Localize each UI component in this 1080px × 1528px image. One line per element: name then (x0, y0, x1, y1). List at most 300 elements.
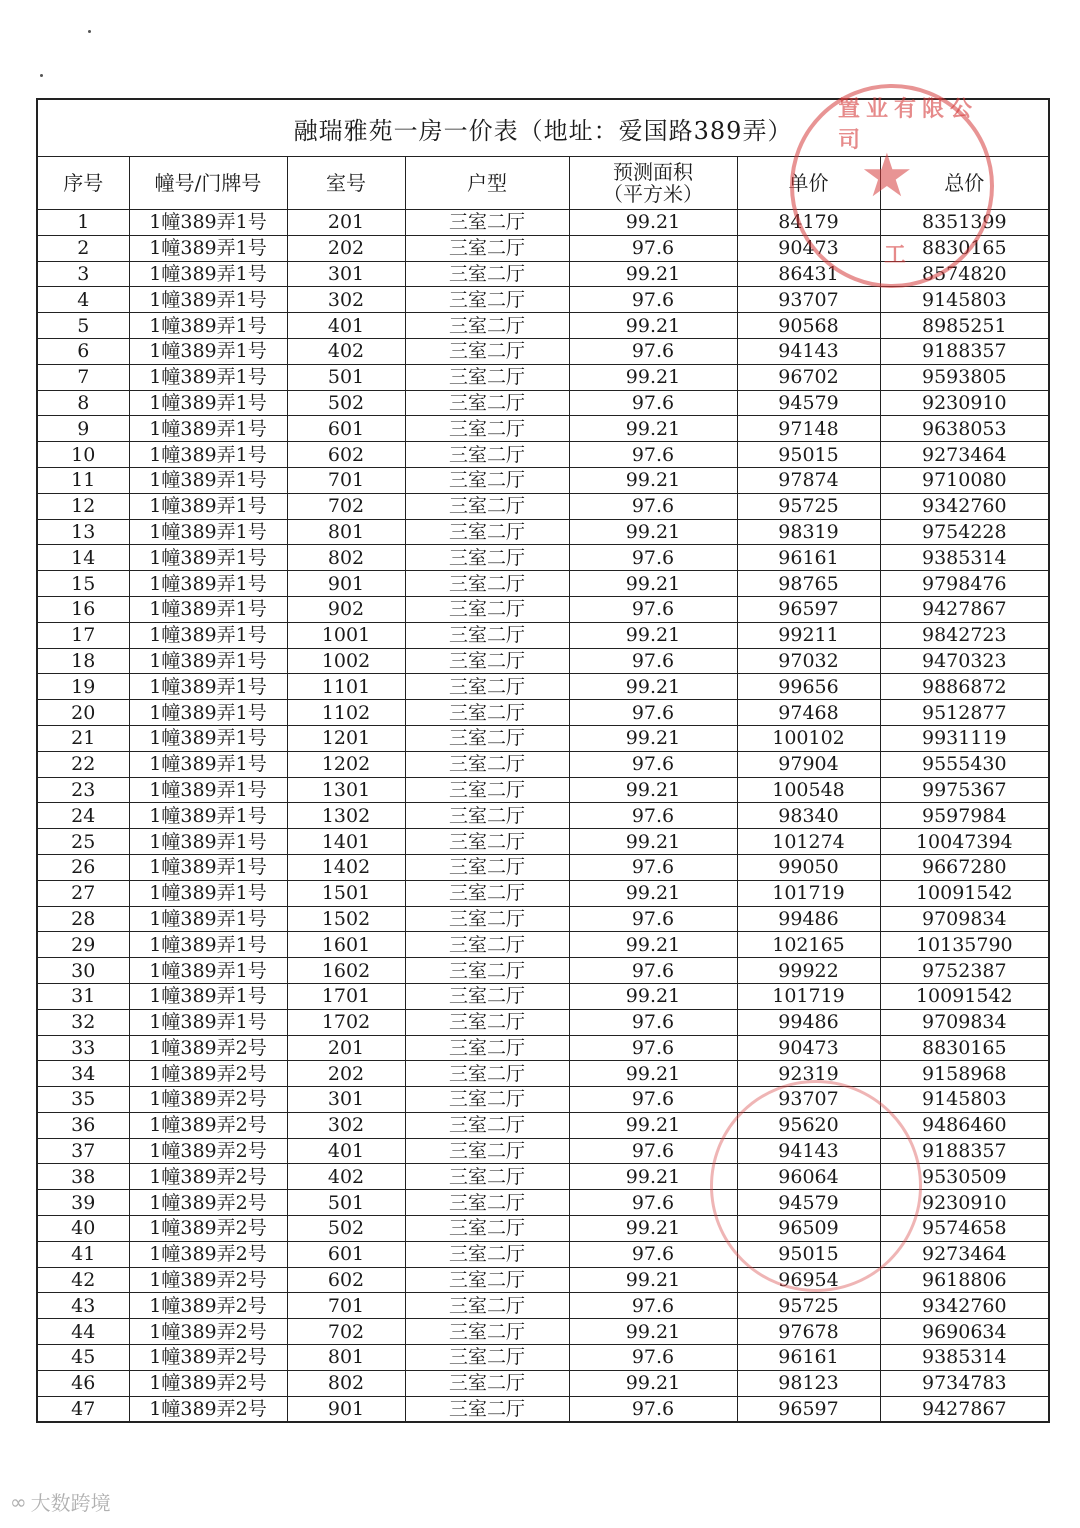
cell-building: 1幢389弄2号 (129, 1345, 287, 1371)
cell-room: 1101 (287, 674, 405, 700)
cell-room: 902 (287, 596, 405, 622)
cell-building: 1幢389弄1号 (129, 235, 287, 261)
cell-building: 1幢389弄1号 (129, 932, 287, 958)
cell-room: 1601 (287, 932, 405, 958)
header-area-line2: （平方米） (603, 182, 703, 206)
cell-layout: 三室二厅 (405, 829, 569, 855)
table-row (37, 364, 1049, 390)
cell-building: 1幢389弄2号 (129, 1396, 287, 1422)
cell-total-price: 8351399 (880, 210, 1049, 236)
table-row (37, 1035, 1049, 1061)
cell-unit-price: 96161 (737, 545, 880, 571)
cell-index: 44 (37, 1319, 129, 1345)
cell-unit-price: 94579 (737, 1190, 880, 1216)
cell-index: 39 (37, 1190, 129, 1216)
cell-index: 2 (37, 235, 129, 261)
cell-building: 1幢389弄1号 (129, 596, 287, 622)
cell-unit-price: 84179 (737, 210, 880, 236)
cell-index: 1 (37, 210, 129, 236)
cell-layout: 三室二厅 (405, 545, 569, 571)
cell-unit-price: 101719 (737, 983, 880, 1009)
header-index: 序号 (37, 157, 129, 210)
cell-area: 97.6 (569, 958, 737, 984)
cell-layout: 三室二厅 (405, 1319, 569, 1345)
cell-unit-price: 95725 (737, 493, 880, 519)
table-row (37, 442, 1049, 468)
cell-layout: 三室二厅 (405, 416, 569, 442)
cell-unit-price: 102165 (737, 932, 880, 958)
cell-area: 99.21 (569, 829, 737, 855)
cell-room: 1102 (287, 700, 405, 726)
cell-unit-price: 99486 (737, 1009, 880, 1035)
cell-index: 30 (37, 958, 129, 984)
table-row (37, 571, 1049, 597)
table-row (37, 1396, 1049, 1422)
cell-index: 43 (37, 1293, 129, 1319)
cell-area: 99.21 (569, 1370, 737, 1396)
cell-index: 29 (37, 932, 129, 958)
cell-total-price: 9709834 (880, 906, 1049, 932)
table-row (37, 700, 1049, 726)
cell-room: 502 (287, 390, 405, 416)
cell-building: 1幢389弄1号 (129, 983, 287, 1009)
cell-unit-price: 92319 (737, 1061, 880, 1087)
cell-index: 37 (37, 1138, 129, 1164)
cell-building: 1幢389弄2号 (129, 1241, 287, 1267)
cell-total-price: 9710080 (880, 467, 1049, 493)
cell-index: 14 (37, 545, 129, 571)
cell-total-price: 9188357 (880, 1138, 1049, 1164)
cell-total-price: 9385314 (880, 1345, 1049, 1371)
cell-layout: 三室二厅 (405, 854, 569, 880)
cell-total-price: 9597984 (880, 803, 1049, 829)
table-row (37, 803, 1049, 829)
cell-index: 40 (37, 1216, 129, 1242)
cell-total-price: 8830165 (880, 1035, 1049, 1061)
table-row (37, 235, 1049, 261)
cell-room: 602 (287, 442, 405, 468)
cell-index: 16 (37, 596, 129, 622)
cell-room: 901 (287, 1396, 405, 1422)
table-row (37, 416, 1049, 442)
cell-building: 1幢389弄2号 (129, 1138, 287, 1164)
cell-unit-price: 93707 (737, 1087, 880, 1113)
cell-index: 31 (37, 983, 129, 1009)
cell-room: 1201 (287, 725, 405, 751)
cell-layout: 三室二厅 (405, 932, 569, 958)
cell-index: 24 (37, 803, 129, 829)
cell-unit-price: 101719 (737, 880, 880, 906)
cell-unit-price: 95725 (737, 1293, 880, 1319)
cell-area: 97.6 (569, 1396, 737, 1422)
cell-area: 99.21 (569, 777, 737, 803)
cell-total-price: 9512877 (880, 700, 1049, 726)
cell-building: 1幢389弄2号 (129, 1190, 287, 1216)
cell-unit-price: 99656 (737, 674, 880, 700)
cell-total-price: 9754228 (880, 519, 1049, 545)
cell-total-price: 9931119 (880, 725, 1049, 751)
cell-unit-price: 100548 (737, 777, 880, 803)
seal-star-icon: ★ (860, 141, 914, 211)
cell-layout: 三室二厅 (405, 880, 569, 906)
cell-index: 12 (37, 493, 129, 519)
cell-layout: 三室二厅 (405, 725, 569, 751)
cell-index: 11 (37, 467, 129, 493)
cell-building: 1幢389弄1号 (129, 338, 287, 364)
cell-layout: 三室二厅 (405, 1216, 569, 1242)
table-row (37, 493, 1049, 519)
cell-room: 1202 (287, 751, 405, 777)
cell-unit-price: 98340 (737, 803, 880, 829)
cell-index: 7 (37, 364, 129, 390)
cell-building: 1幢389弄2号 (129, 1087, 287, 1113)
table-row (37, 1009, 1049, 1035)
cell-layout: 三室二厅 (405, 1396, 569, 1422)
cell-building: 1幢389弄1号 (129, 751, 287, 777)
table-row (37, 338, 1049, 364)
cell-room: 802 (287, 545, 405, 571)
cell-unit-price: 97874 (737, 467, 880, 493)
cell-room: 401 (287, 313, 405, 339)
cell-room: 301 (287, 261, 405, 287)
cell-layout: 三室二厅 (405, 983, 569, 1009)
table-row (37, 777, 1049, 803)
cell-layout: 三室二厅 (405, 596, 569, 622)
cell-unit-price: 97148 (737, 416, 880, 442)
cell-area: 97.6 (569, 1190, 737, 1216)
cell-total-price: 9690634 (880, 1319, 1049, 1345)
cell-building: 1幢389弄1号 (129, 390, 287, 416)
table-row (37, 313, 1049, 339)
cell-building: 1幢389弄1号 (129, 829, 287, 855)
cell-total-price: 9574658 (880, 1216, 1049, 1242)
table-row (37, 880, 1049, 906)
cell-room: 402 (287, 338, 405, 364)
cell-unit-price: 99050 (737, 854, 880, 880)
cell-building: 1幢389弄1号 (129, 364, 287, 390)
header-building: 幢号/门牌号 (129, 157, 287, 210)
cell-unit-price: 93707 (737, 287, 880, 313)
cell-area: 99.21 (569, 467, 737, 493)
table-row (37, 596, 1049, 622)
cell-unit-price: 97032 (737, 648, 880, 674)
cell-index: 23 (37, 777, 129, 803)
table-row (37, 1319, 1049, 1345)
cell-building: 1幢389弄1号 (129, 442, 287, 468)
cell-total-price: 9470323 (880, 648, 1049, 674)
cell-index: 18 (37, 648, 129, 674)
cell-room: 802 (287, 1370, 405, 1396)
cell-index: 22 (37, 751, 129, 777)
cell-total-price: 9230910 (880, 1190, 1049, 1216)
cell-building: 1幢389弄1号 (129, 545, 287, 571)
cell-unit-price: 94579 (737, 390, 880, 416)
cell-room: 1302 (287, 803, 405, 829)
table-row (37, 983, 1049, 1009)
cell-room: 201 (287, 1035, 405, 1061)
cell-total-price: 9385314 (880, 545, 1049, 571)
header-unit-price: 单价 (737, 157, 880, 210)
cell-unit-price: 96597 (737, 1396, 880, 1422)
cell-layout: 三室二厅 (405, 958, 569, 984)
cell-room: 801 (287, 519, 405, 545)
cell-unit-price: 94143 (737, 1138, 880, 1164)
brand-logo-icon: ∞ (10, 1489, 27, 1514)
cell-building: 1幢389弄1号 (129, 261, 287, 287)
cell-area: 97.6 (569, 1138, 737, 1164)
cell-building: 1幢389弄1号 (129, 467, 287, 493)
cell-unit-price: 100102 (737, 725, 880, 751)
cell-index: 20 (37, 700, 129, 726)
cell-total-price: 9188357 (880, 338, 1049, 364)
cell-layout: 三室二厅 (405, 1009, 569, 1035)
cell-building: 1幢389弄2号 (129, 1061, 287, 1087)
cell-total-price: 10047394 (880, 829, 1049, 855)
cell-area: 99.21 (569, 1112, 737, 1138)
cell-building: 1幢389弄1号 (129, 880, 287, 906)
cell-building: 1幢389弄1号 (129, 725, 287, 751)
cell-building: 1幢389弄1号 (129, 803, 287, 829)
cell-room: 1301 (287, 777, 405, 803)
cell-layout: 三室二厅 (405, 622, 569, 648)
cell-area: 99.21 (569, 1216, 737, 1242)
cell-total-price: 10091542 (880, 880, 1049, 906)
cell-total-price: 9555430 (880, 751, 1049, 777)
watermark (10, 1487, 111, 1516)
cell-index: 41 (37, 1241, 129, 1267)
cell-building: 1幢389弄1号 (129, 777, 287, 803)
table-row (37, 751, 1049, 777)
cell-room: 1402 (287, 854, 405, 880)
cell-area: 99.21 (569, 622, 737, 648)
table-row (37, 674, 1049, 700)
cell-building: 1幢389弄2号 (129, 1370, 287, 1396)
cell-building: 1幢389弄1号 (129, 313, 287, 339)
table-row (37, 519, 1049, 545)
table-row (37, 932, 1049, 958)
cell-room: 1702 (287, 1009, 405, 1035)
cell-building: 1幢389弄1号 (129, 210, 287, 236)
scan-speck (40, 74, 43, 77)
cell-area: 97.6 (569, 596, 737, 622)
cell-index: 26 (37, 854, 129, 880)
cell-total-price: 9593805 (880, 364, 1049, 390)
cell-building: 1幢389弄1号 (129, 622, 287, 648)
cell-area: 97.6 (569, 1345, 737, 1371)
cell-area: 97.6 (569, 906, 737, 932)
cell-area: 97.6 (569, 287, 737, 313)
cell-area: 97.6 (569, 803, 737, 829)
table-row (37, 1293, 1049, 1319)
cell-unit-price: 101274 (737, 829, 880, 855)
cell-room: 201 (287, 210, 405, 236)
table-title: 融瑞雅苑一房一价表（地址：爱国路389弄） (37, 99, 1049, 157)
cell-room: 501 (287, 364, 405, 390)
cell-layout: 三室二厅 (405, 674, 569, 700)
cell-layout: 三室二厅 (405, 1112, 569, 1138)
cell-index: 21 (37, 725, 129, 751)
table-header-row (37, 157, 1049, 210)
cell-room: 202 (287, 235, 405, 261)
cell-index: 33 (37, 1035, 129, 1061)
watermark-text: 大数跨境 (30, 1491, 111, 1515)
cell-unit-price: 98765 (737, 571, 880, 597)
cell-area: 99.21 (569, 880, 737, 906)
cell-index: 38 (37, 1164, 129, 1190)
cell-room: 1401 (287, 829, 405, 855)
table-row (37, 467, 1049, 493)
cell-total-price: 9427867 (880, 596, 1049, 622)
cell-room: 701 (287, 1293, 405, 1319)
cell-index: 36 (37, 1112, 129, 1138)
cell-layout: 三室二厅 (405, 906, 569, 932)
cell-area: 99.21 (569, 261, 737, 287)
cell-unit-price: 90473 (737, 235, 880, 261)
cell-area: 99.21 (569, 725, 737, 751)
cell-area: 99.21 (569, 210, 737, 236)
cell-room: 1002 (287, 648, 405, 674)
cell-total-price: 9842723 (880, 622, 1049, 648)
cell-room: 1001 (287, 622, 405, 648)
cell-index: 35 (37, 1087, 129, 1113)
cell-unit-price: 99486 (737, 906, 880, 932)
cell-total-price: 9273464 (880, 1241, 1049, 1267)
cell-layout: 三室二厅 (405, 442, 569, 468)
cell-layout: 三室二厅 (405, 235, 569, 261)
cell-index: 34 (37, 1061, 129, 1087)
cell-unit-price: 96597 (737, 596, 880, 622)
cell-layout: 三室二厅 (405, 1190, 569, 1216)
cell-room: 1502 (287, 906, 405, 932)
cell-area: 97.6 (569, 751, 737, 777)
cell-area: 99.21 (569, 1164, 737, 1190)
cell-unit-price: 96509 (737, 1216, 880, 1242)
cell-room: 1701 (287, 983, 405, 1009)
cell-room: 202 (287, 1061, 405, 1087)
table-row (37, 287, 1049, 313)
cell-index: 32 (37, 1009, 129, 1035)
cell-unit-price: 97904 (737, 751, 880, 777)
cell-building: 1幢389弄2号 (129, 1293, 287, 1319)
cell-building: 1幢389弄1号 (129, 571, 287, 597)
cell-index: 4 (37, 287, 129, 313)
cell-index: 25 (37, 829, 129, 855)
cell-total-price: 9273464 (880, 442, 1049, 468)
cell-index: 28 (37, 906, 129, 932)
cell-layout: 三室二厅 (405, 390, 569, 416)
table-row (37, 390, 1049, 416)
cell-building: 1幢389弄1号 (129, 416, 287, 442)
cell-unit-price: 90473 (737, 1035, 880, 1061)
cell-unit-price: 95015 (737, 442, 880, 468)
cell-layout: 三室二厅 (405, 1061, 569, 1087)
cell-area: 97.6 (569, 648, 737, 674)
cell-room: 302 (287, 287, 405, 313)
cell-room: 702 (287, 493, 405, 519)
cell-index: 5 (37, 313, 129, 339)
cell-layout: 三室二厅 (405, 571, 569, 597)
cell-index: 17 (37, 622, 129, 648)
cell-unit-price: 94143 (737, 338, 880, 364)
cell-unit-price: 96954 (737, 1267, 880, 1293)
cell-building: 1幢389弄2号 (129, 1216, 287, 1242)
cell-building: 1幢389弄2号 (129, 1267, 287, 1293)
cell-area: 97.6 (569, 442, 737, 468)
cell-area: 97.6 (569, 1009, 737, 1035)
cell-building: 1幢389弄1号 (129, 674, 287, 700)
cell-building: 1幢389弄2号 (129, 1319, 287, 1345)
table-row (37, 1164, 1049, 1190)
cell-room: 601 (287, 416, 405, 442)
table-row (37, 829, 1049, 855)
cell-index: 45 (37, 1345, 129, 1371)
cell-building: 1幢389弄1号 (129, 493, 287, 519)
cell-area: 97.6 (569, 390, 737, 416)
cell-total-price: 9342760 (880, 1293, 1049, 1319)
cell-unit-price: 90568 (737, 313, 880, 339)
cell-total-price: 9530509 (880, 1164, 1049, 1190)
cell-total-price: 9158968 (880, 1061, 1049, 1087)
table-row (37, 261, 1049, 287)
cell-total-price: 9638053 (880, 416, 1049, 442)
scan-speck (88, 30, 91, 33)
cell-layout: 三室二厅 (405, 313, 569, 339)
cell-unit-price: 98123 (737, 1370, 880, 1396)
cell-layout: 三室二厅 (405, 1370, 569, 1396)
cell-unit-price: 99922 (737, 958, 880, 984)
cell-building: 1幢389弄1号 (129, 906, 287, 932)
cell-area: 97.6 (569, 700, 737, 726)
seal-arc-text: 置业有限公司 (838, 97, 979, 153)
cell-room: 502 (287, 1216, 405, 1242)
cell-building: 1幢389弄1号 (129, 1009, 287, 1035)
cell-layout: 三室二厅 (405, 1138, 569, 1164)
table-row (37, 1267, 1049, 1293)
table-row (37, 1190, 1049, 1216)
cell-layout: 三室二厅 (405, 210, 569, 236)
cell-room: 702 (287, 1319, 405, 1345)
cell-total-price: 9667280 (880, 854, 1049, 880)
cell-room: 1602 (287, 958, 405, 984)
seal-side-text: 工 (884, 243, 907, 268)
cell-area: 97.6 (569, 1035, 737, 1061)
table-row (37, 906, 1049, 932)
cell-building: 1幢389弄2号 (129, 1035, 287, 1061)
cell-index: 46 (37, 1370, 129, 1396)
cell-index: 10 (37, 442, 129, 468)
table-row (37, 725, 1049, 751)
cell-area: 99.21 (569, 364, 737, 390)
cell-layout: 三室二厅 (405, 261, 569, 287)
cell-room: 302 (287, 1112, 405, 1138)
cell-total-price: 9975367 (880, 777, 1049, 803)
cell-unit-price: 95620 (737, 1112, 880, 1138)
cell-room: 901 (287, 571, 405, 597)
cell-area: 97.6 (569, 1293, 737, 1319)
cell-layout: 三室二厅 (405, 751, 569, 777)
cell-layout: 三室二厅 (405, 803, 569, 829)
cell-building: 1幢389弄1号 (129, 700, 287, 726)
header-room: 室号 (287, 157, 405, 210)
cell-area: 97.6 (569, 545, 737, 571)
cell-total-price: 9886872 (880, 674, 1049, 700)
cell-layout: 三室二厅 (405, 648, 569, 674)
cell-area: 97.6 (569, 235, 737, 261)
cell-total-price: 9709834 (880, 1009, 1049, 1035)
cell-area: 99.21 (569, 674, 737, 700)
cell-room: 701 (287, 467, 405, 493)
cell-area: 99.21 (569, 313, 737, 339)
